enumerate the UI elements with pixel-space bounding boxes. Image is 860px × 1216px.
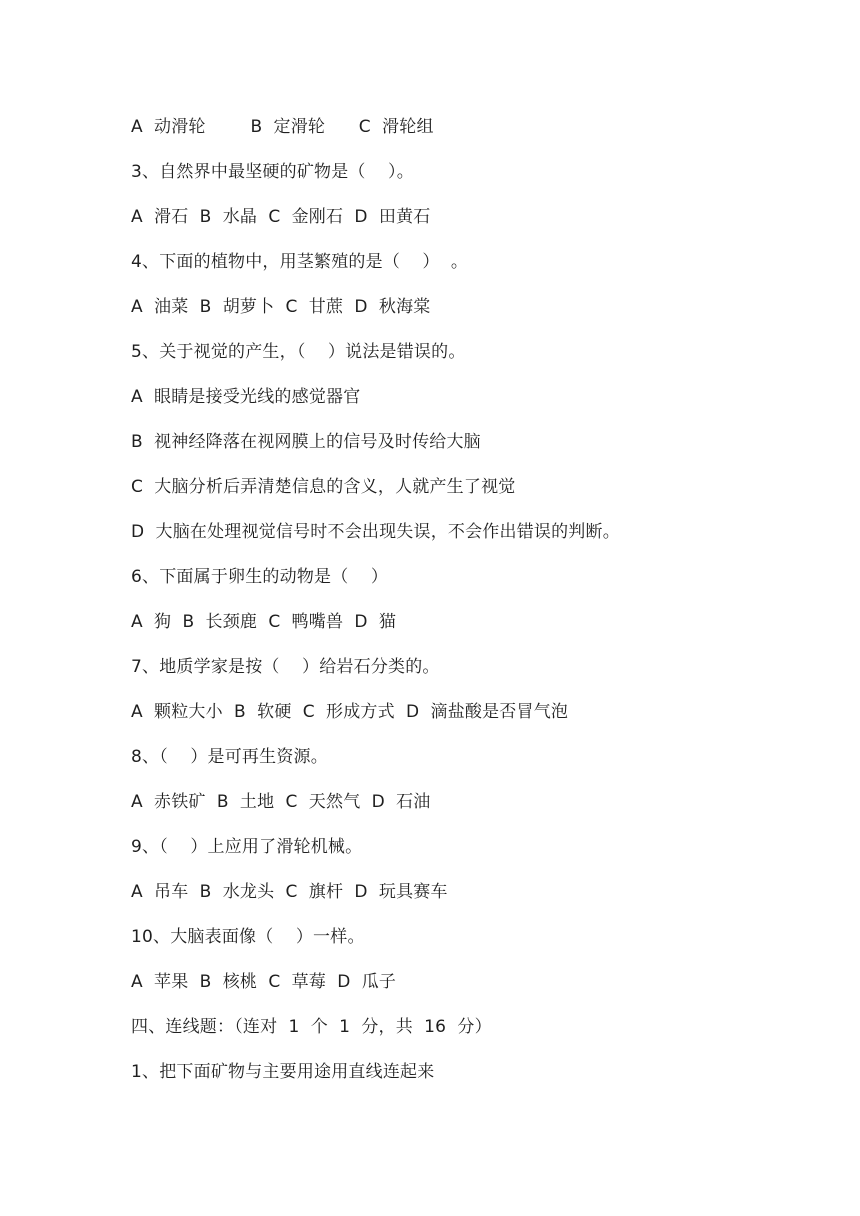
options-q4: A 油菜 B 胡萝卜 C 甘蔗 D 秋海棠	[131, 297, 431, 317]
option-q5-c: C 大脑分析后弄清楚信息的含义，人就产生了视觉	[131, 477, 516, 497]
question-3: 3、自然界中最坚硬的矿物是（ ）。	[131, 162, 414, 182]
options-q3: A 滑石 B 水晶 C 金刚石 D 田黄石	[131, 207, 431, 227]
options-q8: A 赤铁矿 B 土地 C 天然气 D 石油	[131, 792, 431, 812]
question-8: 8、（ ）是可再生资源。	[131, 747, 328, 767]
options-q6: A 狗 B 长颈鹿 C 鸭嘴兽 D 猫	[131, 612, 397, 632]
section-heading-matching: 四、连线题：（连对 1 个 1 分，共 16 分）	[131, 1017, 492, 1037]
option-q5-b: B 视神经降落在视网膜上的信号及时传给大脑	[131, 432, 481, 452]
question-9: 9、（ ）上应用了滑轮机械。	[131, 837, 363, 857]
question-10: 10、大脑表面像（ ）一样。	[131, 927, 365, 947]
question-7: 7、地质学家是按（ ）给岩石分类的。	[131, 657, 440, 677]
question-6: 6、下面属于卵生的动物是（ ）	[131, 567, 389, 587]
document-body	[131, 112, 831, 1102]
question-5: 5、关于视觉的产生，（ ）说法是错误的。	[131, 342, 466, 362]
options-q9: A 吊车 B 水龙头 C 旗杆 D 玩具赛车	[131, 882, 448, 902]
matching-question-1: 1、把下面矿物与主要用途用直线连起来	[131, 1062, 435, 1082]
options-q7: A 颗粒大小 B 软硬 C 形成方式 D 滴盐酸是否冒气泡	[131, 702, 569, 722]
options-pulley: A 动滑轮 B 定滑轮 C 滑轮组	[131, 117, 434, 137]
question-4: 4、下面的植物中，用茎繁殖的是（ ） 。	[131, 252, 469, 272]
option-q5-d: D 大脑在处理视觉信号时不会出现失误，不会作出错误的判断。	[131, 522, 620, 542]
options-q10: A 苹果 B 核桃 C 草莓 D 瓜子	[131, 972, 397, 992]
option-q5-a: A 眼睛是接受光线的感觉器官	[131, 387, 361, 407]
